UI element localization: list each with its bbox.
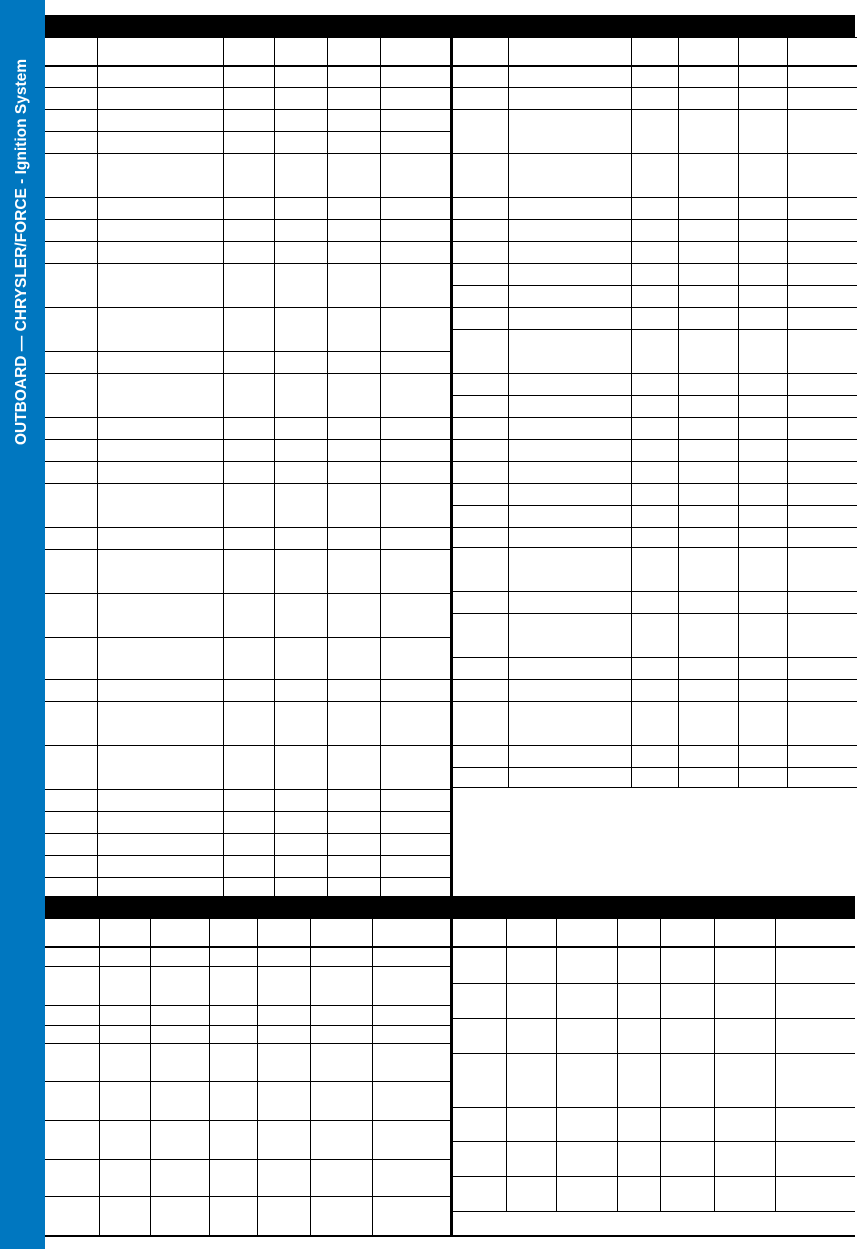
column-rule (97, 37, 98, 896)
row-rule (453, 87, 857, 88)
row-rule (45, 593, 450, 594)
column-rule (506, 918, 507, 1211)
row-rule (453, 285, 857, 286)
row-rule (45, 966, 450, 967)
row-rule (45, 811, 450, 812)
row-rule (45, 483, 450, 484)
row-rule (45, 679, 450, 680)
table-top-left (45, 37, 450, 896)
column-rule (660, 918, 661, 1211)
row-rule (453, 109, 857, 110)
column-rule (714, 918, 715, 1211)
row-rule (453, 918, 855, 919)
sidebar-title: OUTBOARD — CHRYSLER/FORCE - Ignition System (13, 58, 30, 446)
row-rule (45, 527, 450, 528)
column-rule (508, 37, 509, 787)
table-bottom-left (45, 918, 450, 1235)
row-rule (453, 329, 857, 330)
table-bottom-right (453, 918, 855, 1211)
row-rule (453, 1176, 855, 1177)
column-rule (631, 37, 632, 787)
column-rule (617, 918, 618, 1211)
row-rule (453, 1211, 855, 1212)
row-rule (453, 527, 857, 528)
column-rule (223, 37, 224, 896)
row-rule (45, 87, 450, 88)
row-rule (453, 613, 857, 614)
row-rule (453, 37, 857, 38)
row-rule (45, 219, 450, 220)
row-rule (45, 131, 450, 132)
row-rule (45, 263, 450, 264)
row-rule (45, 65, 450, 67)
row-rule (45, 1196, 450, 1197)
row-rule (453, 197, 857, 198)
row-rule (45, 1120, 450, 1121)
column-rule (99, 918, 100, 1235)
row-rule (45, 745, 450, 746)
row-rule (45, 1043, 450, 1044)
row-rule (45, 789, 450, 790)
row-rule (453, 946, 855, 948)
row-rule (45, 1025, 450, 1026)
row-rule (453, 65, 857, 67)
row-rule (453, 153, 857, 154)
table-divider-top (450, 37, 453, 896)
row-rule (453, 395, 857, 396)
row-rule (453, 547, 857, 548)
column-rule (274, 37, 275, 896)
row-rule (45, 417, 450, 418)
row-rule (453, 263, 857, 264)
row-rule (45, 637, 450, 638)
row-rule (453, 241, 857, 242)
row-rule (453, 219, 857, 220)
table-top-right (453, 37, 857, 787)
column-rule (150, 918, 151, 1235)
row-rule (45, 1159, 450, 1160)
column-rule (257, 918, 258, 1235)
column-rule (775, 918, 776, 1211)
row-rule (453, 745, 857, 746)
column-rule (380, 37, 381, 896)
column-rule (327, 37, 328, 896)
row-rule (453, 657, 857, 658)
column-rule (678, 37, 679, 787)
column-rule (372, 918, 373, 1235)
row-rule (453, 591, 857, 592)
row-rule (45, 1005, 450, 1006)
row-rule (453, 483, 857, 484)
row-rule (453, 505, 857, 506)
row-rule (45, 701, 450, 702)
row-rule (453, 307, 857, 308)
column-rule (556, 918, 557, 1211)
row-rule (453, 1053, 855, 1054)
page-content (45, 0, 857, 1249)
row-rule (453, 1141, 855, 1142)
row-rule (45, 833, 450, 834)
row-rule (45, 461, 450, 462)
top-header-bar (45, 15, 855, 37)
column-rule (310, 918, 311, 1235)
row-rule (45, 549, 450, 550)
row-rule (45, 855, 450, 856)
row-rule (45, 197, 450, 198)
row-rule (453, 1018, 855, 1019)
row-rule (45, 918, 450, 919)
row-rule (453, 701, 857, 702)
page-bottom-rule (45, 1235, 855, 1237)
table-divider-bottom (450, 918, 453, 1235)
row-rule (45, 1081, 450, 1082)
row-rule (453, 417, 857, 418)
row-rule (45, 351, 450, 352)
row-rule (453, 439, 857, 440)
row-rule (45, 439, 450, 440)
row-rule (45, 877, 450, 878)
row-rule (45, 896, 450, 897)
row-rule (453, 373, 857, 374)
row-rule (45, 946, 450, 948)
row-rule (45, 153, 450, 154)
row-rule (45, 109, 450, 110)
row-rule (453, 983, 855, 984)
row-rule (453, 1107, 855, 1108)
row-rule (45, 241, 450, 242)
row-rule (453, 679, 857, 680)
row-rule (453, 461, 857, 462)
row-rule (45, 373, 450, 374)
column-rule (738, 37, 739, 787)
row-rule (45, 307, 450, 308)
row-rule (45, 37, 450, 38)
column-rule (787, 37, 788, 787)
row-rule (453, 787, 857, 788)
column-rule (209, 918, 210, 1235)
sidebar (0, 0, 45, 1249)
bottom-header-bar (45, 896, 855, 918)
row-rule (453, 767, 857, 768)
